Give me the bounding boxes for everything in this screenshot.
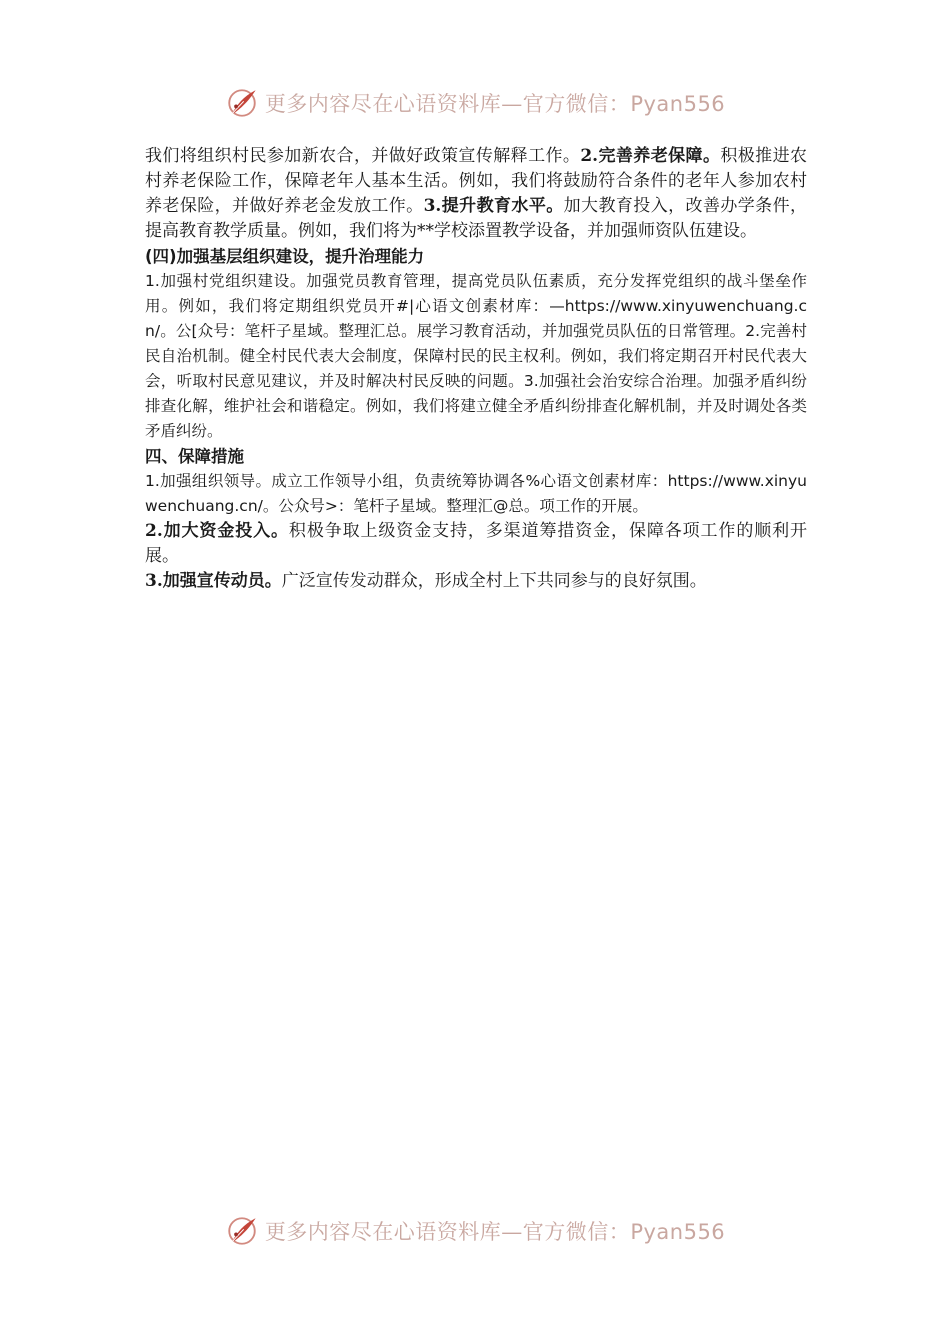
paragraph-organization: 1.加强村党组织建设。加强党员教育管理，提高党员队伍素质，充分发挥党组织的战斗堡垒作用。例如，我们将定期组织党员开#|心语文创素材库：—https://www.xinyuwenchuang.cn/。公[众号：笔杆子星域。整理汇总。展学习教育活动，并加强党员队伍的日常管理。2.完善村民自治机制。健全村民代表大会制度，保障村民的民主权利。例如，我们将定期召开村民代表大会，听取村民意见建议，并及时解决村民反映的问题。3.加强社会治安综合治理。加强矛盾纠纷排查化解，维护社会和谐稳定。例如，我们将建立健全矛盾纠纷排查化解机制，并及时调处各类矛盾纠纷。 [145,272,807,440]
paragraph-publicity [145,569,807,594]
paragraph-text: 积极争取上级资金支持，多渠道筹措资金，保障各项工作的顺利开展。 [145,521,808,566]
quill-pen-logo-icon [225,1214,259,1248]
footer-watermark-banner [0,1211,950,1251]
header-watermark-label: 更多内容尽在心语资料库—官方微信： [264,92,631,116]
paragraph-text: 加大教育投入，改善办学条件，提高教育教学质量。例如，我们将为**学校添置教学设备，并加强师资队伍建设。 [145,196,807,241]
document-body [145,144,807,594]
paragraph-text: 我们将组织村民参加新农合，并做好政策宣传解释工作。 [145,146,581,166]
footer-watermark-text [265,1216,725,1246]
footer-watermark-label: 更多内容尽在心语资料库—官方微信： [264,1220,631,1244]
footer-watermark-wechat: Pyan556 [630,1220,726,1244]
footer-watermark-inner [225,1214,725,1248]
paragraph-healthcare-pension-education [145,144,807,244]
paragraph-text: 广泛宣传发动群众，形成全村上下共同参与的良好氛围。 [281,571,707,591]
item-heading-education: 3.提升教育水平。 [423,196,564,216]
header-watermark-inner [225,86,725,120]
item-heading-pension: 2.完善养老保障。 [580,146,721,166]
header-watermark-banner [0,83,950,123]
section-heading-organization: (四)加强基层组织建设，提升治理能力 [145,247,425,266]
paragraph-leadership: 1.加强组织领导。成立工作领导小组，负责统筹协调各%心语文创素材库：https://www.xinyuwenchuang.cn/。公众号>：笔杆子星域。整理汇@总。项工作的开展。 [145,472,807,515]
header-watermark-wechat: Pyan556 [630,92,726,116]
section-heading-safeguards: 四、保障措施 [145,447,244,466]
item-heading-funding: 2.加大资金投入。 [145,521,289,541]
quill-pen-logo-icon [225,86,259,120]
paragraph-text: 积极推进农村养老保险工作，保障老年人基本生活。例如，我们将鼓励符合条件的老年人参加农村养老保险，并做好养老金发放工作。 [145,146,808,216]
header-watermark-text [265,88,725,118]
item-heading-publicity: 3.加强宣传动员。 [145,571,282,591]
paragraph-funding [145,519,807,569]
